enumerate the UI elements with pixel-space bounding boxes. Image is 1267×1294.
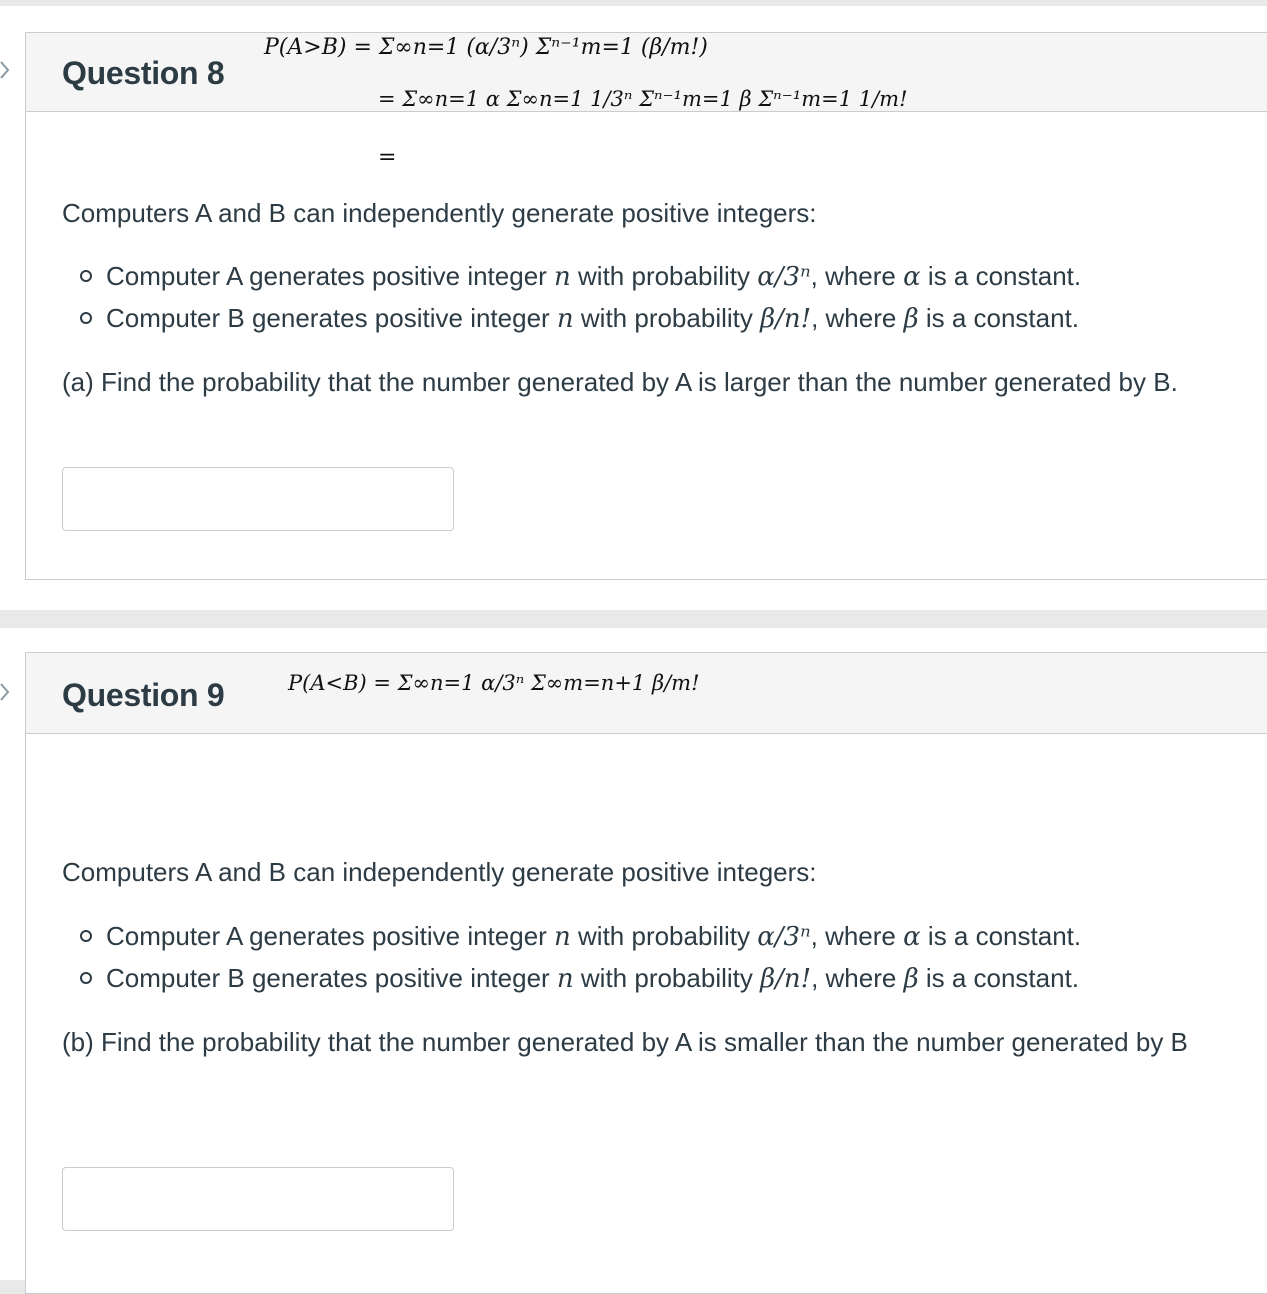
handwritten-note-line-1: P(A>B) = Σ∞n=1 (α/3ⁿ) Σⁿ⁻¹m=1 (β/m!)	[264, 35, 708, 60]
question-9-bullet-a	[80, 921, 1081, 952]
bullet-b-mid: with probability	[573, 303, 761, 333]
chevron-right-icon[interactable]	[0, 682, 10, 702]
question-9-bullet-b	[80, 963, 1079, 994]
question-8-intro: Computers A and B can independently generate positive integers:	[62, 198, 817, 228]
bullet-b-expr: β/n!	[760, 964, 812, 994]
bullet-a-prefix: Computer A generates positive integer	[106, 261, 555, 291]
question-9-box	[25, 652, 1267, 1294]
handwritten-note-line-1: P(A<B) = Σ∞n=1 α/3ⁿ Σ∞m=n+1 β/m!	[288, 671, 700, 695]
question-8-title: Question 8	[62, 55, 225, 91]
bullet-a-suffix-pre: , where	[810, 261, 904, 291]
bullet-a-const: α	[903, 922, 921, 952]
question-8-card	[0, 6, 1267, 610]
question-8-bullet-a	[80, 261, 1081, 292]
bullet-a-expr: α/3ⁿ	[757, 262, 811, 292]
handwritten-note-line-2: = Σ∞n=1 α Σ∞n=1 1/3ⁿ Σⁿ⁻¹m=1 β Σⁿ⁻¹m=1 1/m!	[378, 87, 908, 111]
bullet-b-suffix-pre: , where	[811, 303, 904, 333]
question-9-intro: Computers A and B can independently generate positive integers:	[62, 857, 817, 887]
bullet-circle-icon	[80, 972, 92, 984]
bullet-b-suffix-post: is a constant.	[918, 303, 1080, 333]
question-8-box	[25, 32, 1267, 580]
handwritten-note-line-3: =	[378, 145, 397, 170]
bullet-b-prefix: Computer B generates positive integer	[106, 303, 557, 333]
question-9-card	[0, 628, 1267, 1280]
bullet-b-expr: β/n!	[760, 304, 812, 334]
question-9-answer-input[interactable]	[62, 1167, 454, 1231]
bullet-b-const: β	[903, 304, 919, 334]
bullet-a-suffix-pre: , where	[810, 921, 904, 951]
question-8-bullet-b	[80, 303, 1079, 334]
bullet-circle-icon	[80, 930, 92, 942]
question-9-prompt: (b) Find the probability that the number generated by A is smaller than the number generated by B	[62, 1027, 1188, 1057]
question-9-title: Question 9	[62, 677, 225, 713]
bullet-b-suffix-pre: , where	[811, 963, 904, 993]
bullet-a-const: α	[903, 262, 921, 292]
bullet-a-suffix-post: is a constant.	[920, 261, 1082, 291]
bullet-a-suffix-post: is a constant.	[920, 921, 1082, 951]
bullet-b-var: n	[556, 304, 574, 334]
bullet-b-const: β	[903, 964, 919, 994]
question-8-prompt: (a) Find the probability that the number generated by A is larger than the number generated by B.	[62, 367, 1178, 397]
bullet-b-var: n	[556, 964, 574, 994]
bullet-a-mid: with probability	[570, 261, 758, 291]
chevron-right-icon[interactable]	[0, 60, 10, 80]
bullet-a-prefix: Computer A generates positive integer	[106, 921, 555, 951]
bullet-b-mid: with probability	[573, 963, 761, 993]
bullet-a-expr: α/3ⁿ	[757, 922, 811, 952]
bullet-circle-icon	[80, 270, 92, 282]
bullet-circle-icon	[80, 312, 92, 324]
bullet-a-var: n	[554, 922, 571, 952]
bullet-a-var: n	[554, 262, 571, 292]
bullet-b-prefix: Computer B generates positive integer	[106, 963, 557, 993]
bullet-b-suffix-post: is a constant.	[918, 963, 1080, 993]
question-8-answer-input[interactable]	[62, 467, 454, 531]
bullet-a-mid: with probability	[570, 921, 758, 951]
